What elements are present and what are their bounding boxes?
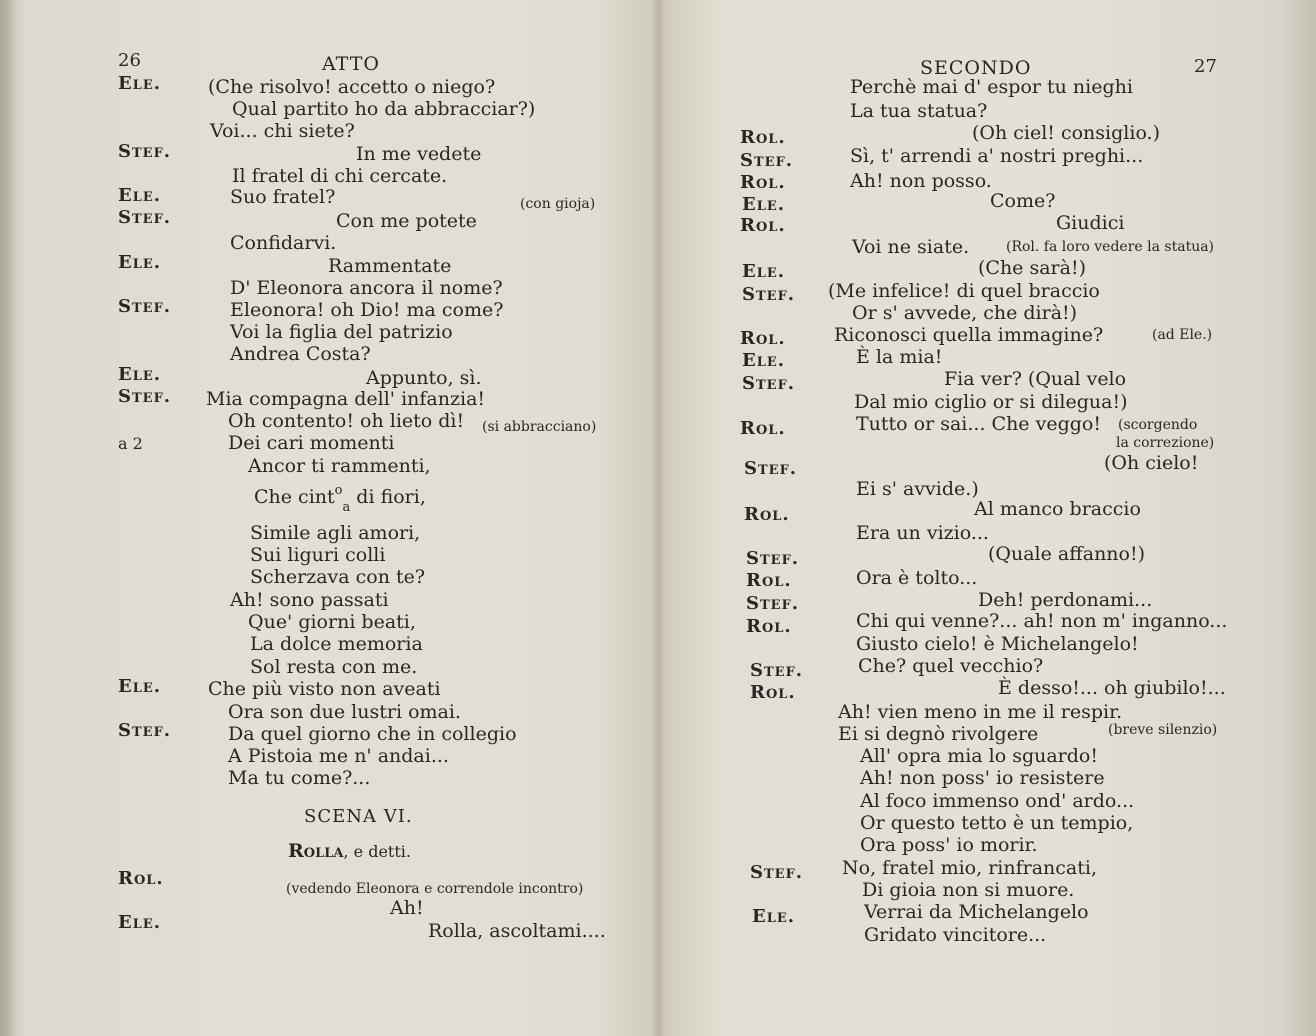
speaker-label: Stef. — [740, 150, 794, 171]
verse-line: Qual partito ho da abbracciar?) — [232, 98, 536, 120]
speaker-label: a 2 — [118, 434, 143, 453]
verse-line: Simile agli amori, — [250, 522, 421, 544]
speaker-label: Ele. — [742, 350, 786, 371]
verse-line: Ora poss' io morir. — [860, 834, 1038, 856]
running-head: ATTO — [322, 53, 380, 75]
verse-line: Ora è tolto... — [856, 567, 978, 589]
verse-line: Voi la figlia del patrizio — [230, 321, 453, 343]
stage-direction: (si abbracciano) — [482, 419, 597, 435]
speaker-label: Rol. — [118, 868, 164, 889]
verse-line: Andrea Costa? — [230, 343, 371, 365]
scene-heading: SCENA VI. — [304, 806, 413, 827]
stage-direction: (con gioja) — [520, 196, 596, 212]
verse-line: Chi qui venne?... ah! non m' inganno... — [856, 610, 1228, 632]
speaker-label: Stef. — [746, 548, 800, 569]
stage-direction: (breve silenzio) — [1108, 722, 1218, 738]
verse-line: Confidarvi. — [230, 232, 337, 254]
speaker-label: Stef. — [118, 720, 172, 741]
speaker-label: Rol. — [746, 570, 792, 591]
verse-line: Fia ver? (Qual velo — [944, 368, 1127, 390]
verse-line: Con me potete — [336, 210, 477, 232]
verse-line: Ah! non poss' io resistere — [860, 767, 1105, 789]
speaker-label: Ele. — [118, 252, 162, 273]
speaker-label: Ele. — [118, 73, 162, 94]
stage-direction: (scorgendo — [1118, 417, 1198, 433]
verse-line: Ah! — [390, 897, 424, 919]
speaker-label: Stef. — [118, 296, 172, 317]
book-gutter — [652, 0, 666, 1036]
speaker-label: Stef. — [744, 458, 798, 479]
verse-line: Di gioia non si muore. — [862, 879, 1075, 901]
speaker-label: Stef. — [742, 284, 796, 305]
verse-line: Appunto, sì. — [366, 367, 482, 389]
verse-line: Verrai da Michelangelo — [864, 901, 1089, 923]
verse-line: Voi ne siate. — [852, 236, 970, 258]
verse-line: Oh contento! oh lieto dì! — [228, 410, 465, 432]
verse-line: Sì, t' arrendi a' nostri preghi... — [850, 145, 1144, 167]
verse-line: All' opra mia lo sguardo! — [860, 745, 1099, 767]
speaker-label: Rol. — [740, 127, 786, 148]
verse-line: È desso!... oh giubilo!... — [998, 677, 1226, 699]
verse-line: Che cint$^o_a$ di fiori, — [254, 483, 426, 515]
verse-line: No, fratel mio, rinfrancati, — [842, 857, 1097, 879]
speaker-label: Ele. — [752, 906, 796, 927]
verse-line: Da quel giorno che in collegio — [228, 723, 517, 745]
verse-line: La dolce memoria — [250, 633, 423, 655]
speaker-label: Ele. — [118, 185, 162, 206]
verse-line: Rammentate — [328, 255, 452, 277]
verse-line: Eleonora! oh Dio! ma come? — [230, 299, 504, 321]
speaker-label: Ele. — [118, 912, 162, 933]
verse-line: Riconosci quella immagine? — [834, 324, 1104, 346]
verse-line: Giudici — [1056, 212, 1125, 234]
speaker-label: Ele. — [742, 261, 786, 282]
speaker-label: Stef. — [750, 862, 804, 883]
running-head: SECONDO — [920, 57, 1032, 79]
speaker-label: Ele. — [118, 676, 162, 697]
verse-line: Deh! perdonami... — [978, 589, 1153, 611]
verse-line: (Oh ciel! consiglio.) — [972, 122, 1160, 144]
verse-line: Tutto or sai... Che veggo! — [856, 413, 1101, 435]
right-page — [666, 0, 1316, 1036]
speaker-label: Ele. — [118, 364, 162, 385]
verse-line: (Che sarà!) — [978, 257, 1087, 279]
verse-line: Era un vizio... — [856, 522, 989, 544]
speaker-label: Stef. — [742, 373, 796, 394]
verse-line: Ah! vien meno in me il respir. — [838, 701, 1123, 723]
verse-line: Ah! non posso. — [850, 170, 992, 192]
stage-direction: (ad Ele.) — [1152, 327, 1213, 343]
scene-cast: Rolla, e detti. — [288, 840, 411, 862]
speaker-label: Stef. — [118, 386, 172, 407]
verse-line: Ei si degnò rivolgere — [838, 723, 1039, 745]
speaker-label: Rol. — [746, 616, 792, 637]
verse-line: Or s' avvede, che dirà!) — [852, 302, 1078, 324]
verse-line: La tua statua? — [850, 100, 988, 122]
verse-line: Al manco braccio — [974, 498, 1141, 520]
verse-line: È la mia! — [856, 346, 943, 368]
verse-line: Dal mio ciglio or si dilegua!) — [854, 391, 1128, 413]
verse-line: Sol resta con me. — [250, 656, 418, 678]
verse-line: Come? — [990, 190, 1056, 212]
verse-line: A Pistoia me n' andai... — [228, 745, 449, 767]
verse-line: Ah! sono passati — [230, 589, 389, 611]
speaker-label: Rol. — [740, 215, 786, 236]
verse-line: Mia compagna dell' infanzia! — [206, 388, 486, 410]
page-number: 26 — [118, 50, 141, 71]
verse-line: (Quale affanno!) — [988, 543, 1146, 565]
verse-line: In me vedete — [356, 143, 482, 165]
speaker-label: Rol. — [740, 418, 786, 439]
verse-line: Gridato vincitore... — [864, 924, 1047, 946]
verse-line: Ancor ti rammenti, — [248, 455, 431, 477]
verse-line: Ma tu come?... — [228, 767, 371, 789]
verse-line: Voi... chi siete? — [210, 120, 355, 142]
speaker-label: Stef. — [118, 141, 172, 162]
verse-line: (Oh cielo! — [1104, 452, 1199, 474]
verse-line: D' Eleonora ancora il nome? — [230, 277, 503, 299]
verse-line: Ora son due lustri omai. — [228, 701, 461, 723]
left-page — [0, 0, 652, 1036]
speaker-label: Ele. — [742, 194, 786, 215]
verse-line: Giusto cielo! è Michelangelo! — [856, 633, 1139, 655]
verse-line: Suo fratel? — [230, 186, 336, 208]
verse-line: Rolla, ascoltami.... — [428, 920, 606, 942]
verse-line: Che più visto non aveati — [208, 678, 441, 700]
verse-line: Or questo tetto è un tempio, — [860, 812, 1134, 834]
verse-line: (Me infelice! di quel braccio — [828, 280, 1100, 302]
verse-line: Ei s' avvide.) — [856, 478, 979, 500]
stage-direction: (vedendo Eleonora e correndole incontro) — [286, 881, 584, 897]
speaker-label: Stef. — [750, 660, 804, 681]
verse-line: Al foco immenso ond' ardo... — [860, 790, 1135, 812]
verse-line: Que' giorni beati, — [248, 611, 416, 633]
page-number: 27 — [1194, 56, 1217, 77]
speaker-label: Rol. — [740, 328, 786, 349]
stage-direction: (Rol. fa loro vedere la statua) — [1006, 239, 1215, 255]
speaker-label: Rol. — [744, 504, 790, 525]
verse-line: Dei cari momenti — [228, 432, 395, 454]
speaker-label: Stef. — [118, 207, 172, 228]
verse-line: Il fratel di chi cercate. — [232, 165, 448, 187]
verse-line: Che? quel vecchio? — [858, 655, 1044, 677]
speaker-label: Stef. — [746, 593, 800, 614]
speaker-label: Rol. — [740, 172, 786, 193]
speaker-label: Rol. — [750, 682, 796, 703]
verse-line: Sui liguri colli — [250, 544, 386, 566]
verse-line: Perchè mai d' espor tu nieghi — [850, 76, 1133, 98]
verse-line: (Che risolvo! accetto o niego? — [208, 76, 496, 98]
verse-line: Scherzava con te? — [250, 566, 426, 588]
stage-direction: la correzione) — [1116, 435, 1215, 451]
